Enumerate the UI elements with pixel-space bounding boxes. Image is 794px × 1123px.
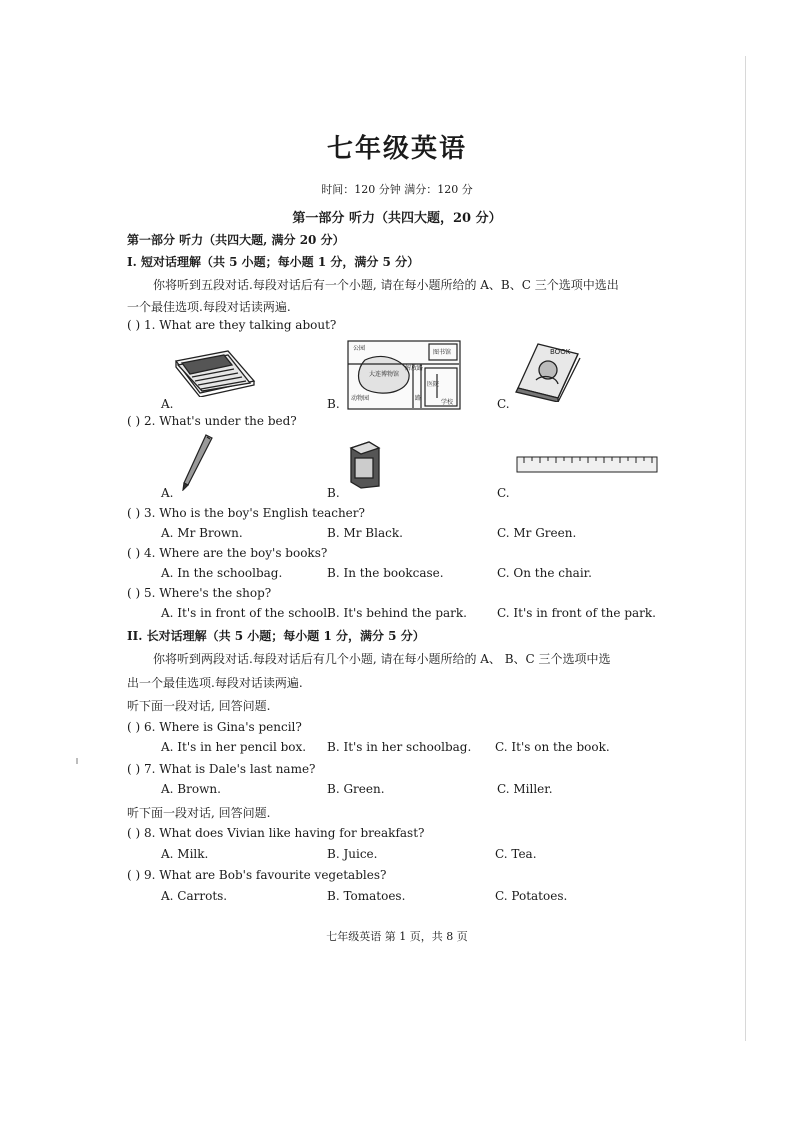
section1-heading: I. 短对话理解（共 5 小题；每小题 1 分，满分 5 分） bbox=[127, 255, 420, 269]
question-4: ( ) 4. Where are the boy's books? bbox=[127, 546, 328, 560]
question-8: ( ) 8. What does Vivian like having for breakfast? bbox=[127, 826, 425, 840]
q3-option-c: C. Mr Green. bbox=[497, 526, 577, 540]
ruler-image bbox=[516, 456, 658, 474]
question-6: ( ) 6. Where is Gina's pencil? bbox=[127, 720, 302, 734]
map-label-library: 图书馆 bbox=[433, 349, 452, 356]
q3-option-a: A. Mr Brown. bbox=[161, 526, 243, 540]
q6-option-a: A. It's in her pencil box. bbox=[161, 740, 307, 754]
question-7: ( ) 7. What is Dale's last name? bbox=[127, 762, 316, 776]
q8-option-c: C. Tea. bbox=[495, 847, 537, 861]
q4-option-b: B. In the bookcase. bbox=[327, 566, 444, 580]
section1-instruction-1: 你将听到五段对话.每段对话后有一个小题, 请在每小题所给的 A、B、C 三个选项中选出 bbox=[153, 278, 619, 292]
part-line: 第一部分 听力（共四大题, 满分 20 分） bbox=[127, 233, 345, 247]
map-label-street: 解放路 bbox=[405, 365, 424, 372]
q6-option-b: B. It's in her schoolbag. bbox=[327, 740, 472, 754]
pencil-image bbox=[180, 433, 214, 491]
map-label-road: 路 bbox=[415, 395, 422, 402]
q6-option-c: C. It's on the book. bbox=[495, 740, 610, 754]
q5-option-c: C. It's in front of the park. bbox=[497, 606, 656, 620]
page-edge-line bbox=[745, 56, 746, 1041]
newspaper-image bbox=[172, 347, 256, 397]
page-title: 七年级英语 bbox=[326, 134, 467, 164]
q3-option-b: B. Mr Black. bbox=[327, 526, 403, 540]
question-3: ( ) 3. Who is the boy's English teacher? bbox=[127, 506, 365, 520]
map-label-park: 公园 bbox=[353, 345, 366, 352]
eraser-image bbox=[349, 440, 381, 490]
q9-option-a: A. Carrots. bbox=[161, 889, 228, 903]
page-footer: 七年级英语 第 1 页，共 8 页 bbox=[326, 930, 468, 943]
svg-text:BOOK: BOOK bbox=[550, 348, 571, 356]
question-2: ( ) 2. What's under the bed? bbox=[127, 414, 297, 428]
section2-instruction-1: 你将听到两段对话.每段对话后有几个小题, 请在每小题所给的 A、 B、C 三个选项中选 bbox=[153, 652, 611, 666]
map-image bbox=[347, 340, 461, 410]
question-5: ( ) 5. Where's the shop? bbox=[127, 586, 272, 600]
q7-option-c: C. Miller. bbox=[497, 782, 553, 796]
q5-option-b: B. It's behind the park. bbox=[327, 606, 467, 620]
q1-option-b: B. bbox=[327, 397, 340, 411]
q8-option-b: B. Juice. bbox=[327, 847, 378, 861]
q4-option-c: C. On the chair. bbox=[497, 566, 592, 580]
q7-option-b: B. Green. bbox=[327, 782, 385, 796]
listen-note-1: 听下面一段对话, 回答问题. bbox=[127, 699, 271, 713]
q4-option-a: A. In the schoolbag. bbox=[161, 566, 283, 580]
map-label-museum: 大连博物馆 bbox=[369, 371, 400, 378]
scan-mark bbox=[76, 758, 78, 764]
map-label-hospital: 医院 bbox=[427, 381, 440, 388]
q7-option-a: A. Brown. bbox=[161, 782, 221, 796]
section2-instruction-2: 出一个最佳选项.每段对话读两遍. bbox=[127, 676, 303, 690]
q1-option-a: A. bbox=[161, 397, 174, 411]
q8-option-a: A. Milk. bbox=[161, 847, 209, 861]
q2-option-b: B. bbox=[327, 486, 340, 500]
section2-heading: II. 长对话理解（共 5 小题；每小题 1 分，满分 5 分） bbox=[127, 629, 425, 643]
q2-option-a: A. bbox=[161, 486, 174, 500]
book-image bbox=[512, 340, 582, 402]
q9-option-b: B. Tomatoes. bbox=[327, 889, 406, 903]
part-heading: 第一部分 听力（共四大题，20 分） bbox=[292, 211, 502, 226]
map-label-school: 学校 bbox=[441, 399, 454, 406]
map-label-zoo: 动物园 bbox=[351, 395, 370, 402]
section1-instruction-2: 一个最佳选项.每段对话读两遍. bbox=[127, 300, 291, 314]
q1-option-c: C. bbox=[497, 397, 510, 411]
question-9: ( ) 9. What are Bob's favourite vegetables? bbox=[127, 868, 387, 882]
question-1: ( ) 1. What are they talking about? bbox=[127, 318, 337, 332]
listen-note-2: 听下面一段对话, 回答问题. bbox=[127, 806, 271, 820]
exam-info: 时间：120 分钟 满分：120 分 bbox=[321, 183, 473, 196]
q2-option-c: C. bbox=[497, 486, 510, 500]
q5-option-a: A. It's in front of the school. bbox=[161, 606, 331, 620]
q9-option-c: C. Potatoes. bbox=[495, 889, 568, 903]
